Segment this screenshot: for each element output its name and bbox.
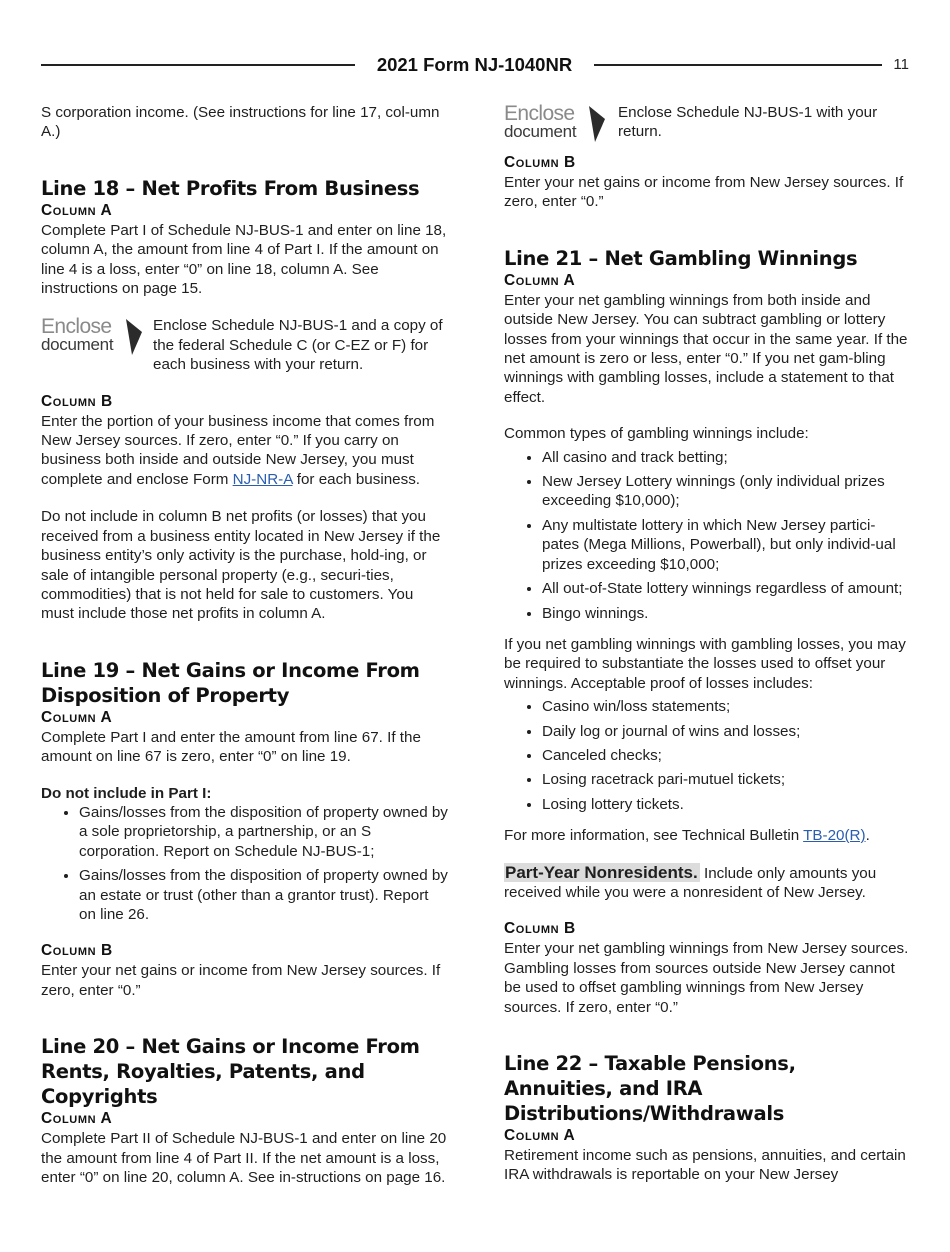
list-item: • New Jersey Lottery winnings (only individual prizes exceeding $10,000);: [542, 472, 909, 511]
line18-column-a-label: Column A: [41, 201, 113, 219]
line19-column-b-text: Enter your net gains or income from New Jersey sources. If zero, enter “0.”: [41, 962, 441, 999]
line21-column-a-text: Enter your net gambling winnings from both inside and outside New Jersey. You can subtract gambling or lottery losses from your winnings that occur in the same year. If the net amount is zero or less, enter “0.” If you net gam-bling winnings with gambling losses, include a statement to that effect.: [504, 291, 908, 406]
part-year-label: Part-Year Nonresidents.: [505, 862, 698, 882]
enclose-icon-word2: document: [504, 122, 577, 141]
line19-column-a-label: Column A: [41, 708, 113, 726]
winnings-list: [504, 448, 909, 623]
winnings-intro: Common types of gambling winnings include:: [504, 425, 809, 443]
enclose-icon-word1: Enclose: [41, 316, 112, 339]
part-year-text: Include only amounts you received while you were a nonresident of New Jersey.: [504, 864, 877, 901]
enclose-arrow-icon: [589, 106, 605, 142]
line20-heading: Line 20 – Net Gains or Income From Rents, Royalties, Patents, and Copyrights: [41, 1035, 420, 1109]
right-column: [504, 103, 909, 1185]
line18-b-text-post: for each business.: [292, 470, 421, 488]
nj-nr-a-link[interactable]: NJ-NR-A: [232, 470, 293, 488]
page-header: [41, 54, 909, 76]
form-title: 2021 Form NJ-1040NR: [376, 54, 573, 75]
line22-column-a-label: Column A: [504, 1127, 576, 1144]
part-year-paragraph: [504, 863, 909, 903]
list-item: • Losing racetrack pari-mutuel tickets;: [542, 770, 909, 789]
line21-heading: Line 21 – Net Gambling Winnings: [504, 246, 858, 270]
page-number: 11: [893, 56, 909, 73]
enclose-document-icon: [41, 317, 145, 357]
intro-paragraph: S corporation income. (See instructions for line 17, col-umn A.): [41, 104, 440, 141]
line19-bullet-list: [41, 803, 448, 924]
list-item: • Casino win/loss statements;: [542, 697, 909, 716]
list-item: • Losing lottery tickets.: [542, 795, 909, 814]
losses-intro: If you net gambling winnings with gambling losses, you may be required to substantiate the losses used to offset your winnings. Acceptable proof of losses includes:: [504, 635, 906, 692]
header-rule-left: [41, 64, 355, 66]
header-rule-right: [594, 64, 882, 66]
line20-column-b-text: Enter your net gains or income from New Jersey sources. If zero, enter “0.”: [504, 174, 904, 211]
more-info-post: .: [865, 827, 870, 845]
line19-heading: Line 19 – Net Gains or Income From Disposition of Property: [41, 658, 420, 707]
line20-enclose-note: [504, 103, 909, 144]
line19-column-a-text: Complete Part I and enter the amount from line 67. If the amount on line 67 is zero, enter “0” on line 19.: [41, 728, 421, 766]
proof-of-losses-list: [504, 697, 909, 814]
line22-column-a-text: Retirement income such as pensions, annuities, and certain IRA withdrawals is reportable on your New Jersey: [504, 1147, 906, 1184]
enclose-document-icon: [504, 104, 608, 144]
line18-column-b-label: Column B: [41, 392, 113, 410]
line20-column-b-label: Column B: [504, 154, 576, 171]
list-item: • Gains/losses from the disposition of property owned by a sole proprietorship, a partnership, or an S corporation. Report on Schedule NJ-BUS-1;: [79, 803, 448, 861]
line21-column-b-label: Column B: [504, 920, 576, 938]
line21-column-a-label: Column A: [504, 271, 576, 289]
list-item: • Any multistate lottery in which New Jersey partici-pates (Mega Millions, Powerball), but only individ-ual prizes exceeding $10,000;: [542, 516, 909, 574]
line19-column-b-label: Column B: [41, 942, 113, 960]
list-item: • Gains/losses from the disposition of property owned by an estate or trust (other than a grantor trust). Report on line 26.: [79, 866, 448, 924]
tb-20r-link[interactable]: TB-20(R): [803, 827, 866, 845]
more-info-paragraph: [504, 826, 909, 845]
line18-column-a-text: Complete Part I of Schedule NJ-BUS-1 and enter on line 18, column A, the amount from line 4 of Part I. If the amount on line 4 is a loss, enter “0” on line 18, column A. See instructions on page 15.: [41, 221, 447, 298]
line20-enclose-text: Enclose Schedule NJ-BUS-1 with your return.: [618, 104, 878, 141]
list-item: • Canceled checks;: [542, 746, 909, 765]
list-item: • All out-of-State lottery winnings regardless of amount;: [542, 579, 909, 598]
list-item: • Daily log or journal of wins and losses;: [542, 722, 909, 741]
line20-column-a-text: Complete Part II of Schedule NJ-BUS-1 and enter on line 20 the amount from line 4 of Part II. If the net amount is a loss, enter “0” on line 20, column A. See in-structions on page 16.: [41, 1130, 447, 1186]
line18-heading: Line 18 – Net Profits From Business: [41, 176, 420, 200]
enclose-icon-word1: Enclose: [504, 103, 575, 125]
line22-heading: Line 22 – Taxable Pensions, Annuities, and IRA Distributions/Withdrawals: [504, 1052, 796, 1125]
line20-column-a-label: Column A: [41, 1110, 113, 1128]
enclose-arrow-icon: [126, 319, 142, 355]
line19-not-include-label: Do not include in Part I:: [41, 784, 212, 802]
left-column: [41, 103, 448, 1187]
list-item: • All casino and track betting;: [542, 448, 909, 467]
enclose-icon-word2: document: [41, 335, 114, 355]
line18-column-b-text: [41, 412, 448, 490]
line18-b-text-pre: Enter the portion of your business income that comes from New Jersey sources. If zero, enter “0.” If you carry on business both inside and outside New Jersey, you must complete and enclose Form: [41, 412, 435, 488]
list-item: • Bingo winnings.: [542, 604, 909, 623]
line18-column-b-text2: Do not include in column B net profits (or losses) that you received from a business entity located in New Jersey if the business entity’s only activity is the purchase, hold-ing, or sale of intangible personal property (e.g., securi-ties, commodities) that is not held for sale to customers. You must include those net profits in column A.: [41, 508, 441, 623]
line18-enclose-note: [41, 316, 448, 374]
more-info-pre: For more information, see Technical Bulletin: [504, 827, 804, 845]
line18-enclose-text: Enclose Schedule NJ-BUS-1 and a copy of the federal Schedule C (or C-EZ or F) for each business with your return.: [153, 317, 443, 374]
line21-column-b-text: Enter your net gambling winnings from New Jersey sources. Gambling losses from sources outside New Jersey cannot be used to offset gambling winnings from New Jersey sources. If zero, enter “0.”: [504, 940, 909, 1016]
